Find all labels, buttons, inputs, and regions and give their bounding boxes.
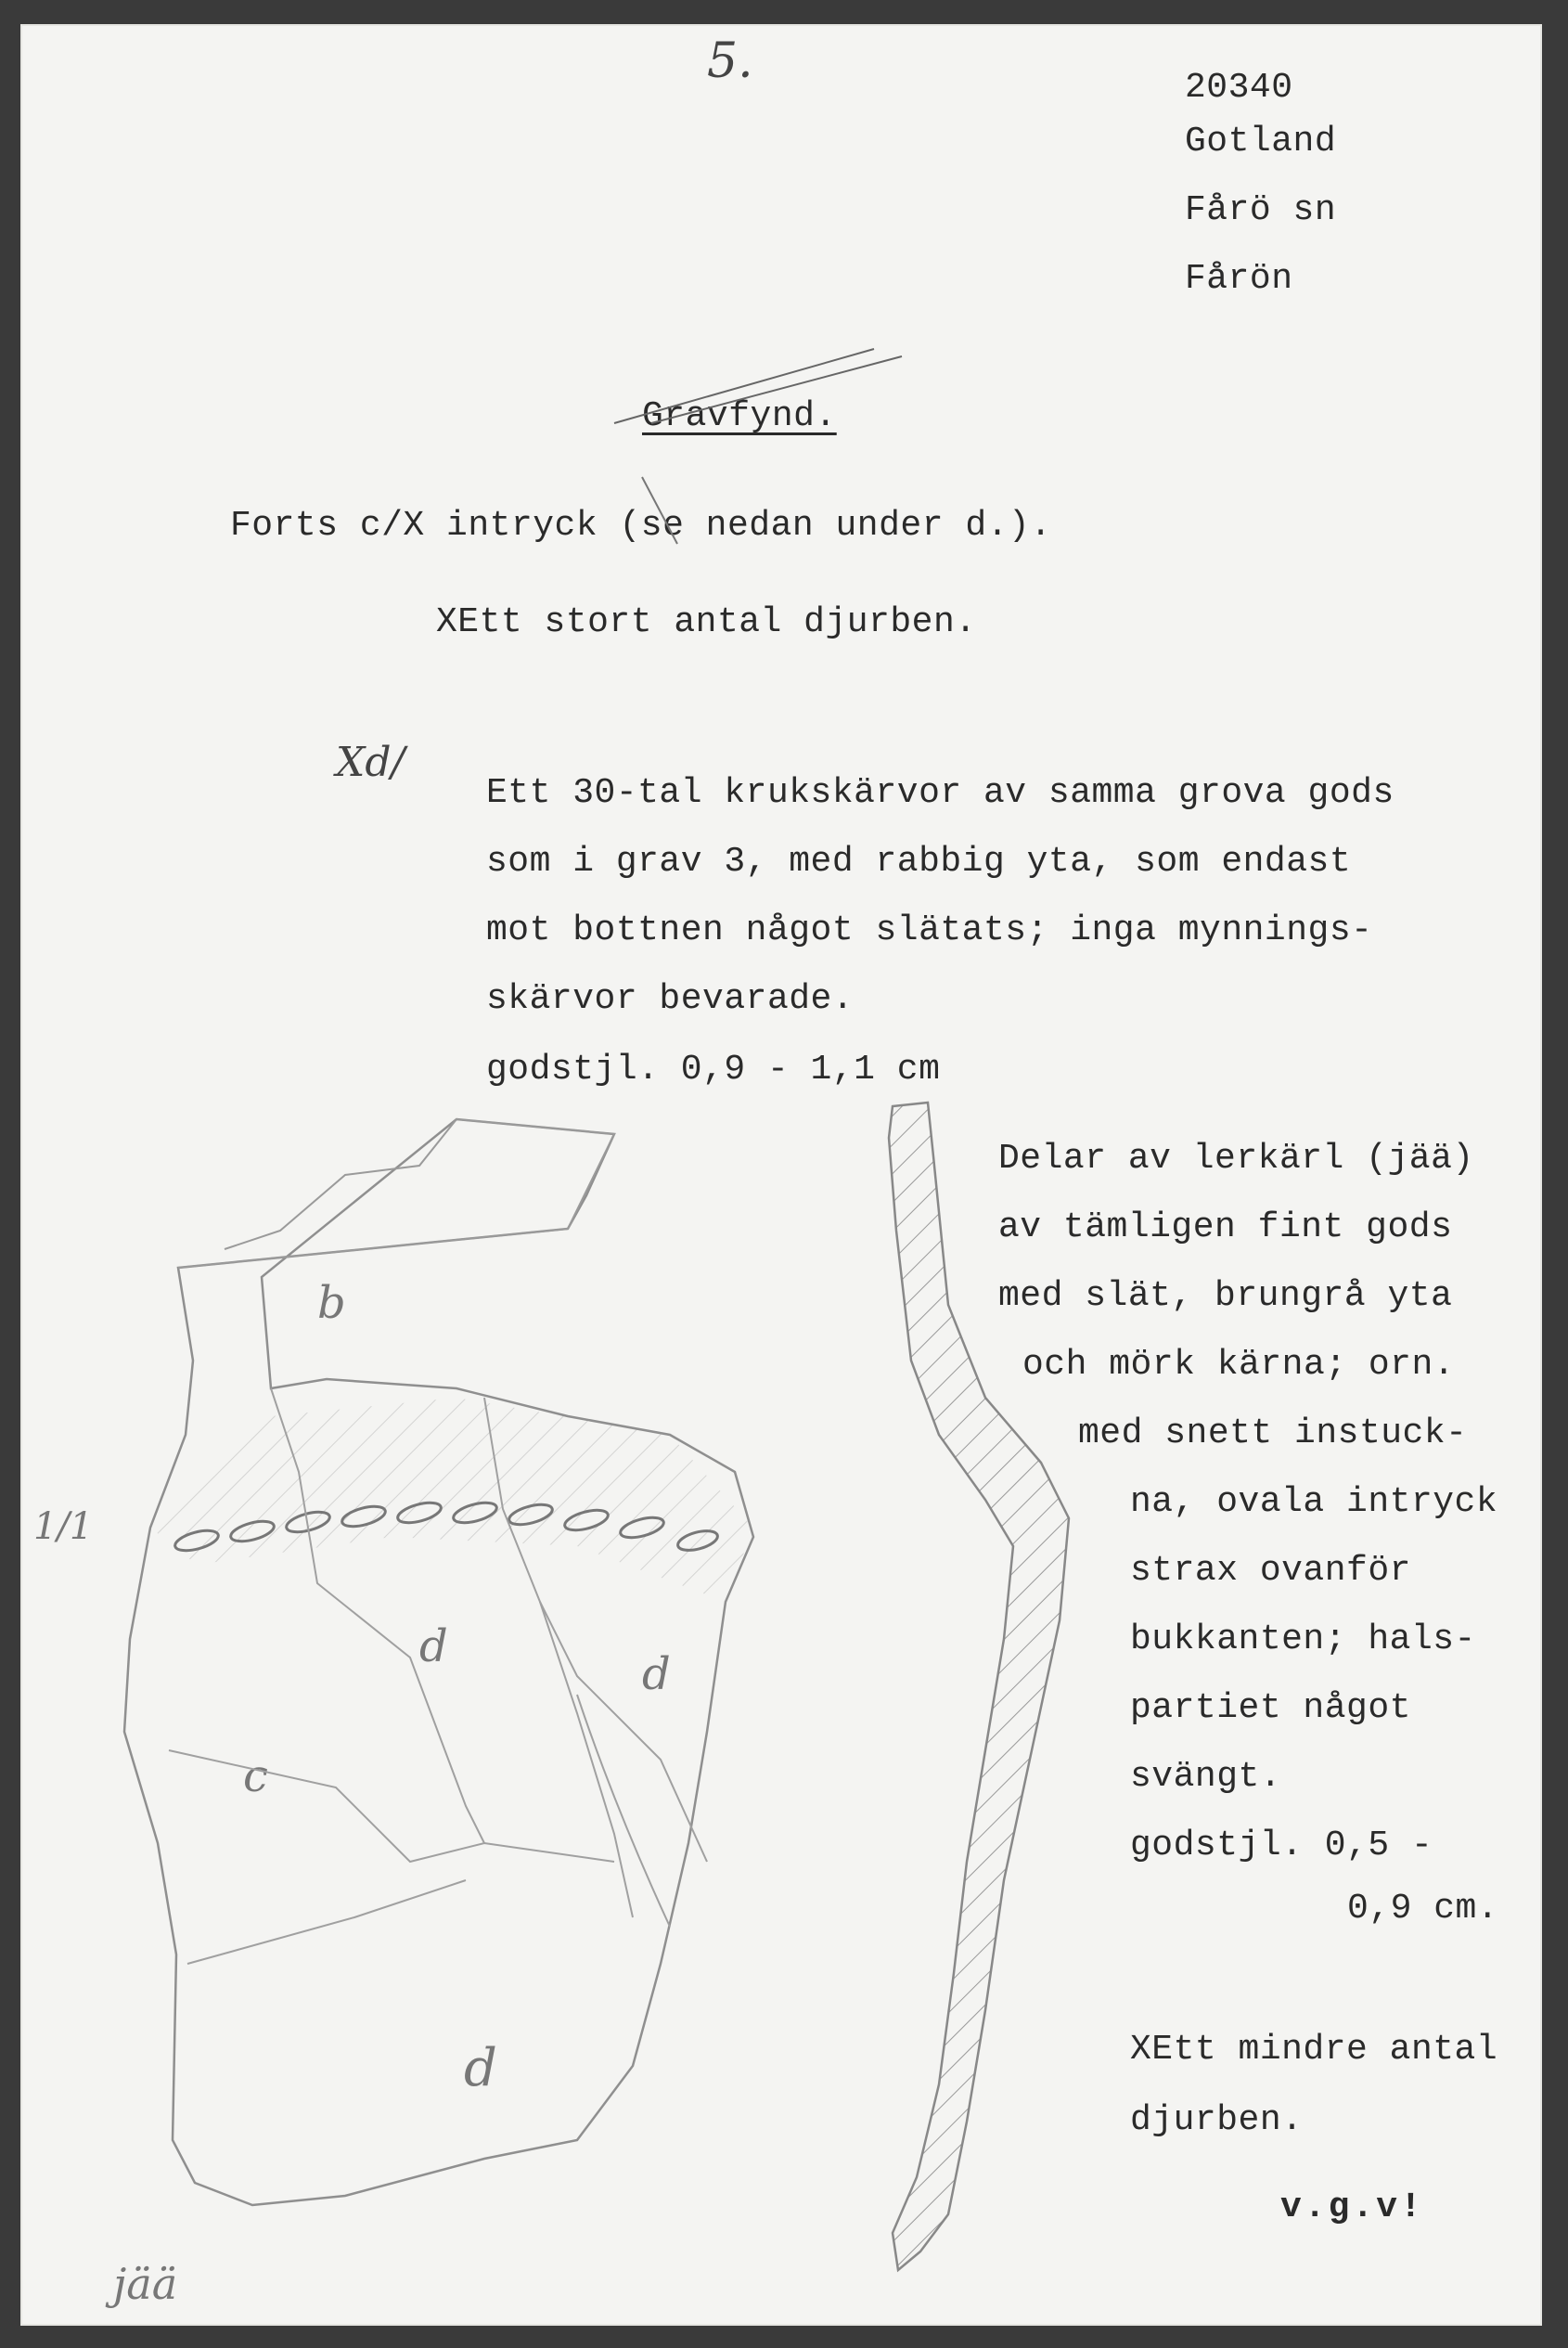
page-number: 5. (707, 33, 753, 89)
sketch-label-d-2: d (642, 1648, 671, 1700)
vessel-line-9: partiet något (1130, 1688, 1411, 1728)
parish: Fårö sn (1185, 190, 1337, 230)
document-page (20, 24, 1542, 2326)
vessel-line-7: strax ovanför (1130, 1551, 1411, 1591)
neck-band (150, 1398, 753, 1602)
section-d-line-2: som i grav 3, med rabbig yta, som endast (486, 842, 1352, 882)
catalog-number: 20340 (1185, 68, 1293, 108)
bones-line-2: djurben. (1130, 2100, 1304, 2140)
sketch-label-c: c (243, 1750, 268, 1802)
vessel-line-6: na, ovala intryck (1130, 1482, 1498, 1522)
vessel-line-1: Delar av lerkärl (jää) (998, 1139, 1474, 1179)
vessel-line-2: av tämligen fint gods (998, 1207, 1453, 1247)
vessel-line-11: godstjl. 0,5 - (1130, 1826, 1433, 1865)
site: Fårön (1185, 259, 1293, 299)
vessel-line-3: med slät, brungrå yta (998, 1276, 1453, 1316)
intro-line-1: Forts c/X intryck (se nedan under d.). (230, 506, 1052, 546)
pottery-sketch (20, 24, 1542, 2326)
vessel-line-4: och mörk kärna; orn. (1022, 1345, 1456, 1385)
sketch-label-b: b (317, 1277, 346, 1329)
title-strike-2 (651, 356, 902, 423)
vessel-line-12: 0,9 cm. (1347, 1889, 1499, 1929)
bones-line-1: XEtt mindre antal (1130, 2030, 1498, 2070)
vessel-line-5: med snett instuck- (1078, 1413, 1468, 1453)
section-d-line-1: Ett 30-tal krukskärvor av samma grova gods (486, 773, 1394, 813)
vessel-profile (889, 1103, 1069, 2270)
document-title: Gravfynd. (642, 396, 837, 436)
section-d-line-3: mot bottnen något slätats; inga mynnings- (486, 910, 1373, 950)
vessel-line-10: svängt. (1130, 1757, 1282, 1797)
fragment-b (178, 1119, 614, 1268)
province: Gotland (1185, 122, 1337, 161)
title-strike-1 (614, 349, 874, 423)
pencil-stroke (642, 477, 677, 544)
sketch-caption: jää (113, 2259, 178, 2309)
section-d-line-4: skärvor bevarade. (486, 979, 855, 1019)
sketch-label-d-3: d (464, 2038, 497, 2098)
intro-line-2: XEtt stort antal djurben. (436, 602, 977, 642)
sketch-label-d-1: d (419, 1620, 448, 1672)
vessel-line-8: bukkanten; hals- (1130, 1619, 1476, 1659)
section-d-marker: Xd/ (336, 739, 405, 786)
sketch-scale: 1/1 (33, 1505, 94, 1548)
footer-note: v.g.v! (1280, 2187, 1424, 2227)
section-d-line-5: godstjl. 0,9 - 1,1 cm (486, 1050, 941, 1090)
sherd-outline (124, 1119, 753, 2205)
